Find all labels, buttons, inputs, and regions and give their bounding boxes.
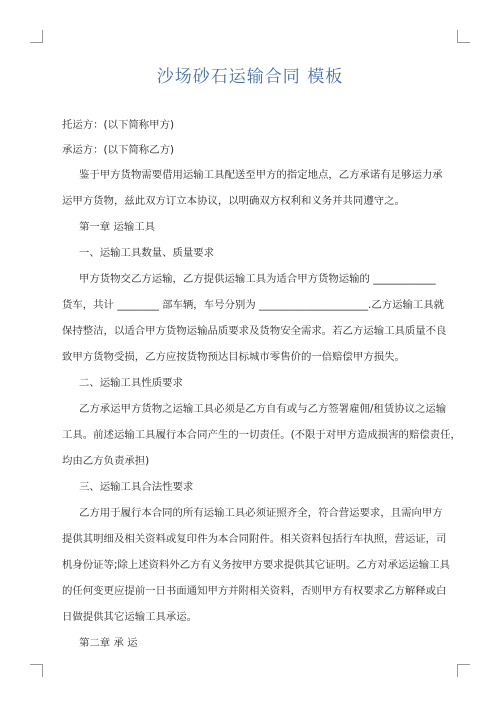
chapter-1-heading: 第一章 运输工具: [79, 221, 156, 233]
section-2-line-1: 乙方承运甲方货物之运输工具必须是乙方自有或与乙方签署雇佣/租赁协议之运输: [79, 403, 447, 415]
preamble-line-1: 鉴于甲方货物需要借用运输工具配送至甲方的指定地点，乙方承诺有足够运力承: [79, 169, 443, 181]
preamble-line-2: 运甲方货物，兹此双方订立本协议，以明确双方权利和义务并共同遵守之。: [62, 195, 405, 207]
section-1-line-4: 致甲方货物受损，乙方应按货物预达目标城市零售价的一倍赔偿甲方损失。: [62, 351, 405, 363]
section-1-line-3: 保持整洁，以适合甲方货物运输品质要求及货物安全需求。若乙方运输工具质量不良: [62, 325, 447, 337]
section-2-line-3: 均由乙方负责承担): [62, 455, 150, 467]
chapter-2-heading: 第二章 承 运: [79, 637, 138, 649]
section-2-heading: 二、运输工具性质要求: [79, 377, 183, 389]
section-1-line-1: 甲方货物交乙方运输，乙方提供运输工具为适合甲方货物运输的 ____________: [79, 273, 436, 285]
crop-mark-bottom-right: [457, 664, 470, 677]
section-1-line-2: 货车，共计 ________ 部车辆，车号分别为 _____________________.乙方运输工具就: [62, 299, 445, 311]
section-3-heading: 三、运输工具合法性要求: [79, 481, 194, 493]
carrier-line: 承运方：(以下简称乙方): [62, 144, 175, 156]
section-2-line-2: 工具。前述运输工具履行本合同产生的一切责任。(不限于对甲方造成损害的赔偿责任，: [62, 429, 461, 441]
section-1-heading: 一、运输工具数量、质量要求: [79, 247, 215, 259]
crop-mark-top-right: [457, 30, 470, 43]
consignor-line: 托运方：(以下简称甲方): [62, 119, 175, 131]
crop-mark-top-left: [30, 30, 43, 43]
section-3-line-3: 机身份证等;除上述资料外乙方有义务按甲方要求提供其它证明。乙方对承运运输工具: [62, 559, 450, 571]
section-3-line-4: 的任何变更应提前一日书面通知甲方并附相关资料，否则甲方有权要求乙方解释或白: [62, 585, 447, 597]
section-3-line-5: 日做提供其它运输工具承运。: [62, 611, 198, 623]
section-3-line-1: 乙方用于履行本合同的所有运输工具必须证照齐全，符合营运要求，且需向甲方: [79, 507, 443, 519]
section-3-line-2: 提供其明细及相关资料或复印件为本合同附件。相关资料包括行车执照，营运证，司: [62, 533, 447, 545]
crop-mark-bottom-left: [30, 664, 43, 677]
document-title: 沙场砂石运输合同 模板: [156, 67, 344, 87]
